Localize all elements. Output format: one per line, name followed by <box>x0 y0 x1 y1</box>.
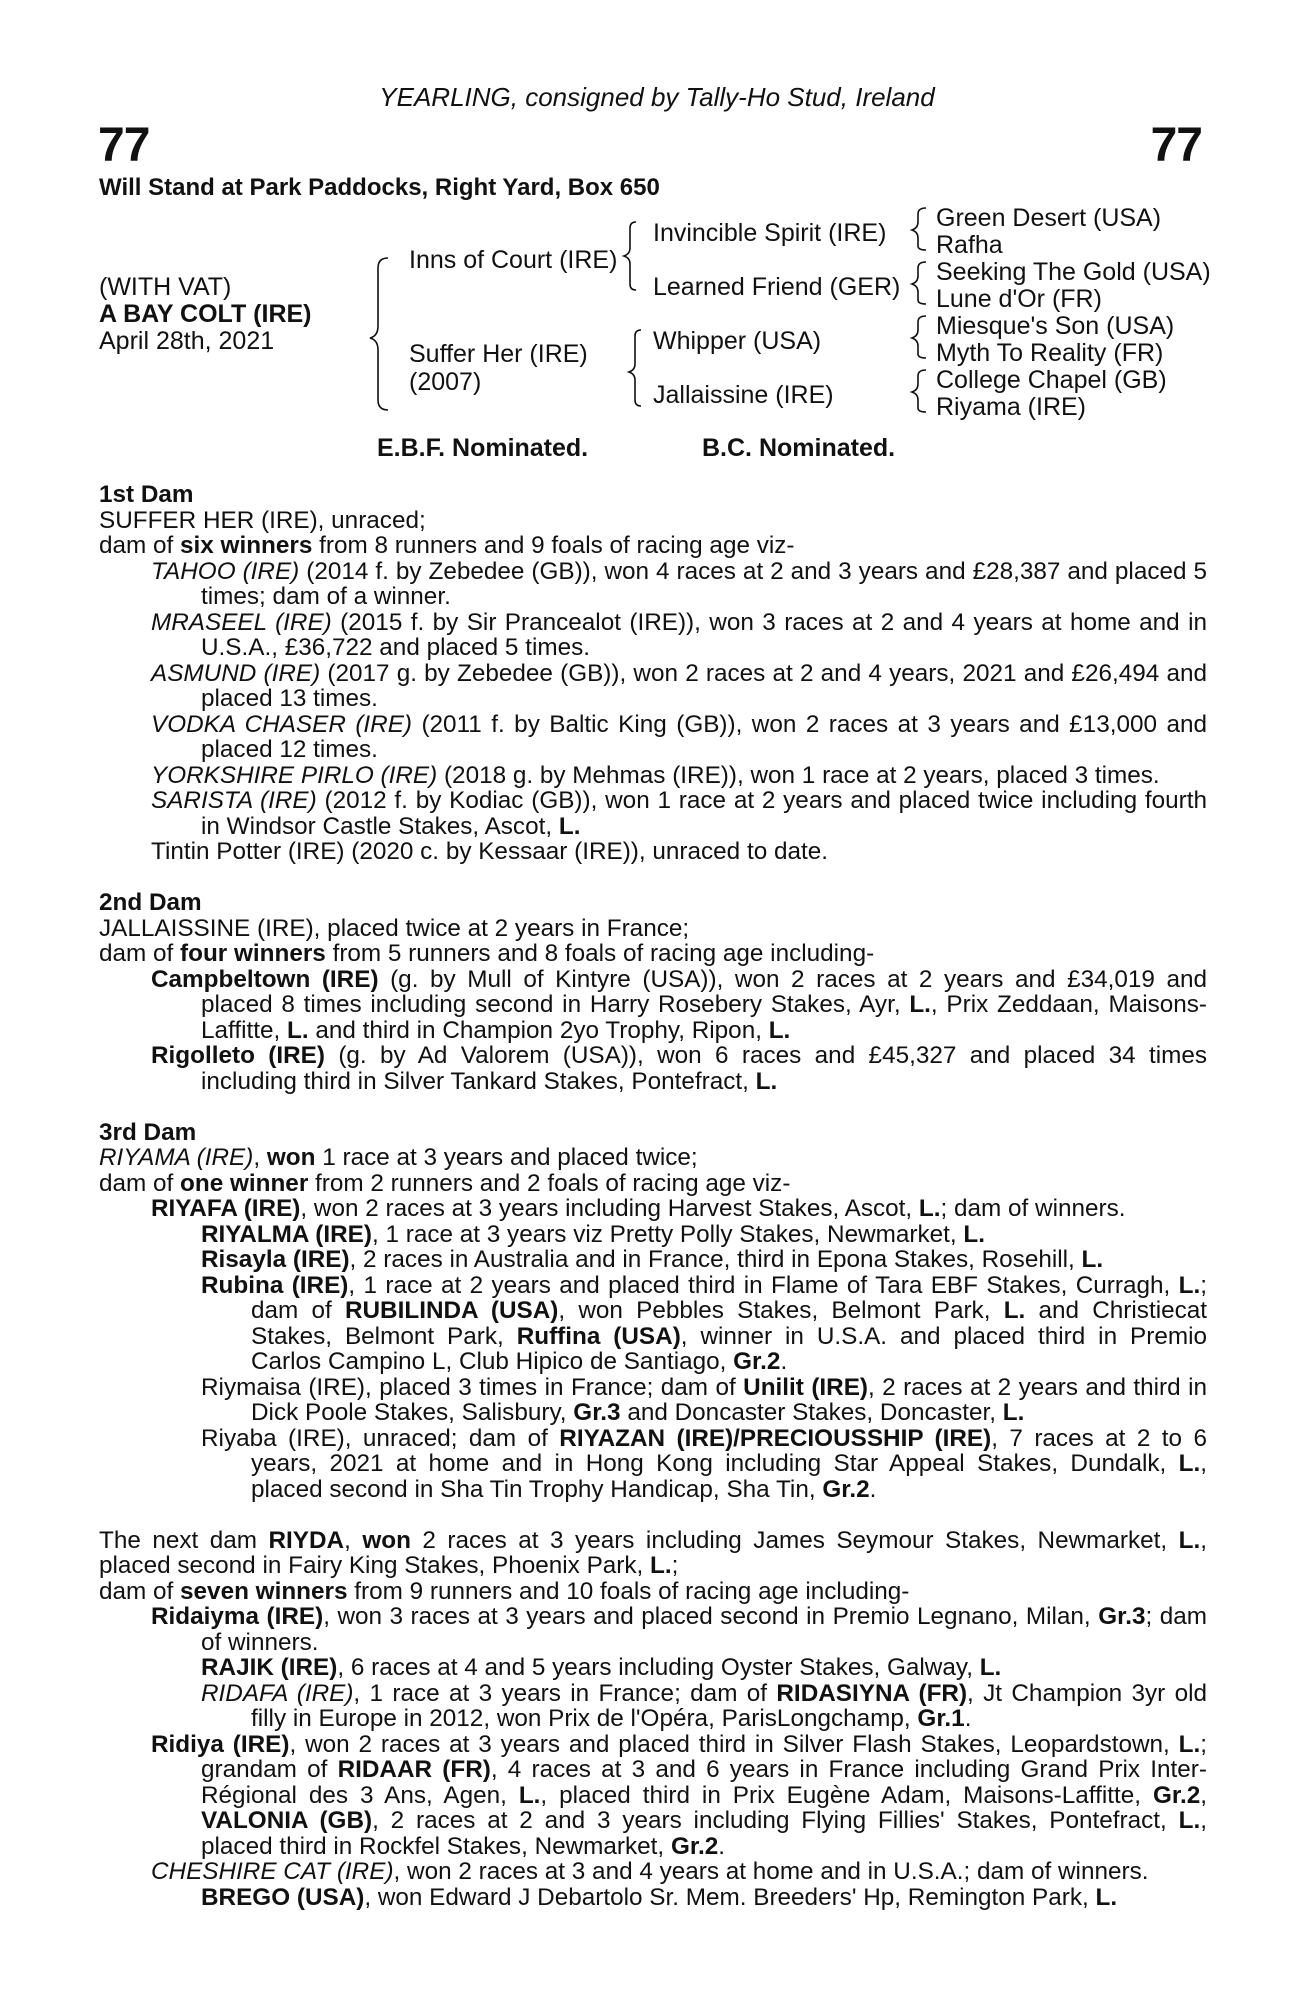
brace-dam <box>629 330 641 406</box>
dam-name: Suffer Her (IRE) <box>409 340 588 368</box>
dam4-runner-1: Ridaiyma (IRE), won 3 races at 3 years and placed second in Premio Legnano, Milan, Gr.3; dam of winners. <box>151 1603 1207 1656</box>
gen3-4: Lune d'Or (FR) <box>936 285 1102 313</box>
dam1-runner-3: ASMUND (IRE) (2017 g. by Zebedee (GB)), won 2 races at 2 and 4 years, 2021 and £26,494 and placed 13 times. <box>151 659 1207 712</box>
lot-number-right: 77 <box>1150 119 1202 172</box>
dam2-runner-1: Campbeltown (IRE) (g. by Mull of Kintyre (USA)), won 2 races at 2 years and £34,019 and placed 8 times including second in Harry Rosebery Stakes, Ayr, L., Prix Zeddaan, Maisons-Laffitte, L. and third in Champion 2yo Trophy, Ripon, L. <box>151 965 1208 1044</box>
brace-sire <box>624 222 636 290</box>
sale-header: YEARLING, consigned by Tally-Ho Stud, Ireland <box>379 82 935 112</box>
gen3-7: College Chapel (GB) <box>936 366 1167 394</box>
dam3-sub-4: Riymaisa (IRE), placed 3 times in France; dam of Unilit (IRE), 2 races at 2 years and third in Dick Poole Stakes, Salisbury, Gr.3 and Doncaster Stakes, Doncaster, L. <box>201 1373 1207 1426</box>
catalogue-body <box>99 482 1207 1910</box>
gen3-2: Rafha <box>936 231 1003 259</box>
sire-dam: Learned Friend (GER) <box>653 273 901 301</box>
dam1-heading: 1st Dam <box>99 481 194 508</box>
lot-number-left: 77 <box>98 119 150 172</box>
dam-year: (2007) <box>409 368 482 396</box>
dam4-runner-3: CHESHIRE CAT (IRE), won 2 races at 3 and 4 years at home and in U.S.A.; dam of winners. <box>151 1858 1149 1885</box>
dam1-runner-5: YORKSHIRE PIRLO (IRE) (2018 g. by Mehmas (IRE)), won 1 race at 2 years, placed 3 times. <box>151 761 1160 789</box>
bc-nomination: B.C. Nominated. <box>702 434 896 462</box>
dam1-runner-7: Tintin Potter (IRE) (2020 c. by Kessaar (IRE)), unraced to date. <box>151 838 828 865</box>
dam3-line2: dam of one winner from 2 runners and 2 foals of racing age viz- <box>99 1169 791 1197</box>
dam-sire: Whipper (USA) <box>653 327 822 355</box>
sire-name: Inns of Court (IRE) <box>409 246 618 274</box>
dam2-heading: 2nd Dam <box>99 889 202 916</box>
stand-location: Will Stand at Park Paddocks, Right Yard, Box 650 <box>99 174 660 201</box>
ebf-nomination: E.B.F. Nominated. <box>377 434 589 462</box>
dam3-line1: RIYAMA (IRE), won 1 race at 3 years and placed twice; <box>99 1144 698 1171</box>
dam4-sub-3: BREGO (USA), won Edward J Debartolo Sr. Mem. Breeders' Hp, Remington Park, L. <box>201 1883 1118 1911</box>
vat-note: (WITH VAT) <box>99 273 232 301</box>
dam1-runner-2: MRASEEL (IRE) (2015 f. by Sir Prancealot (IRE)), won 3 races at 2 and 4 years at home and in U.S.A., £36,722 and placed 5 times. <box>151 608 1207 661</box>
dam3-sub-2: Risayla (IRE), 2 races in Australia and in France, third in Epona Stakes, Rosehill, L. <box>201 1246 1104 1273</box>
dam1-runner-4: VODKA CHASER (IRE) (2011 f. by Baltic King (GB)), won 2 races at 3 years and £13,000 and placed 12 times. <box>151 710 1207 763</box>
dam4-line1: The next dam RIYDA, won 2 races at 3 years including James Seymour Stakes, Newmarket, L., placed second in Fairy King Stakes, Phoenix Park, L.; <box>99 1526 1207 1579</box>
brace-ss <box>912 208 926 250</box>
dam1-line2: dam of six winners from 8 runners and 9 foals of racing age viz- <box>99 532 795 559</box>
dam3-heading: 3rd Dam <box>99 1118 197 1146</box>
dam4-sub-2: RIDAFA (IRE), 1 race at 3 years in France; dam of RIDASIYNA (FR), Jt Champion 3yr old filly in Europe in 2012, won Prix de l'Opéra, ParisLongchamp, Gr.1. <box>201 1679 1207 1732</box>
horse-dob: April 28th, 2021 <box>99 327 275 355</box>
dam2-runner-2: Rigolleto (IRE) (g. by Ad Valorem (USA)), won 6 races and £45,327 and placed 34 times including third in Silver Tankard Stakes, Pontefract, L. <box>151 1042 1207 1095</box>
gen3-5: Miesque's Son (USA) <box>936 312 1175 340</box>
horse-name: A BAY COLT (IRE) <box>99 300 312 328</box>
brace-gen1 <box>370 258 388 410</box>
dam1-runner-6: SARISTA (IRE) (2012 f. by Kodiac (GB)), won 1 race at 2 years and placed twice including fourth in Windsor Castle Stakes, Ascot, L. <box>151 787 1207 840</box>
gen3-8: Riyama (IRE) <box>936 393 1087 421</box>
brace-dd <box>912 370 926 412</box>
dam2-line2: dam of four winners from 5 runners and 8 foals of racing age including- <box>99 940 875 967</box>
dam4-runner-2: Ridiya (IRE), won 2 races at 3 years and placed third in Silver Flash Stakes, Leopardstown, L.; grandam of RIDAAR (FR), 4 races at 3 and 6 years in France including Grand Prix Inter-Régional des 3 Ans, Agen, L., placed third in Prix Eugène Adam, Maisons-Laffitte, Gr.2, VALONIA (GB), 2 races at 2 and 3 years including Flying Fillies' Stakes, Pontefract, L., placed third in Rockfel Stakes, Newmarket, Gr.2. <box>151 1730 1208 1860</box>
dam1-runner-1: TAHOO (IRE) (2014 f. by Zebedee (GB)), won 4 races at 2 and 3 years and £28,387 and placed 5 times; dam of a winner. <box>151 557 1207 610</box>
dam3-sub-3: Rubina (IRE), 1 race at 2 years and placed third in Flame of Tara EBF Stakes, Curragh, L.; dam of RUBILINDA (USA), won Pebbles Stakes, Belmont Park, L. and Christiecat Stakes, Belmont Park, Ruffina (USA), winner in U.S.A. and placed third in Premio Carlos Campino L, Club Hipico de Santiago, Gr.2. <box>201 1271 1208 1375</box>
dam4-sub-1: RAJIK (IRE), 6 races at 4 and 5 years including Oyster Stakes, Galway, L. <box>201 1654 1002 1681</box>
brace-ds <box>912 316 926 358</box>
dam3-sub-5: Riyaba (IRE), unraced; dam of RIYAZAN (IRE)/PRECIOUSSHIP (IRE), 7 races at 2 to 6 years, 2021 at home and in Hong Kong including Star Appeal Stakes, Dundalk, L., placed second in Sha Tin Trophy Handicap, Sha Tin, Gr.2. <box>201 1424 1207 1503</box>
dam-dam: Jallaissine (IRE) <box>653 381 834 409</box>
dam3-sub-1: RIYALMA (IRE), 1 race at 3 years viz Pretty Polly Stakes, Newmarket, L. <box>201 1220 986 1248</box>
gen3-1: Green Desert (USA) <box>936 204 1162 232</box>
dam1-line1: SUFFER HER (IRE), unraced; <box>99 506 426 534</box>
dam2-line1: JALLAISSINE (IRE), placed twice at 2 years in France; <box>99 914 690 942</box>
dam3-runner-1: RIYAFA (IRE), won 2 races at 3 years including Harvest Stakes, Ascot, L.; dam of winners. <box>151 1195 1126 1222</box>
gen3-6: Myth To Reality (FR) <box>936 339 1164 367</box>
gen3-3: Seeking The Gold (USA) <box>936 258 1211 286</box>
sire-sire: Invincible Spirit (IRE) <box>653 219 887 247</box>
brace-sd <box>912 262 926 304</box>
dam4-line2: dam of seven winners from 9 runners and 10 foals of racing age including- <box>99 1577 910 1605</box>
